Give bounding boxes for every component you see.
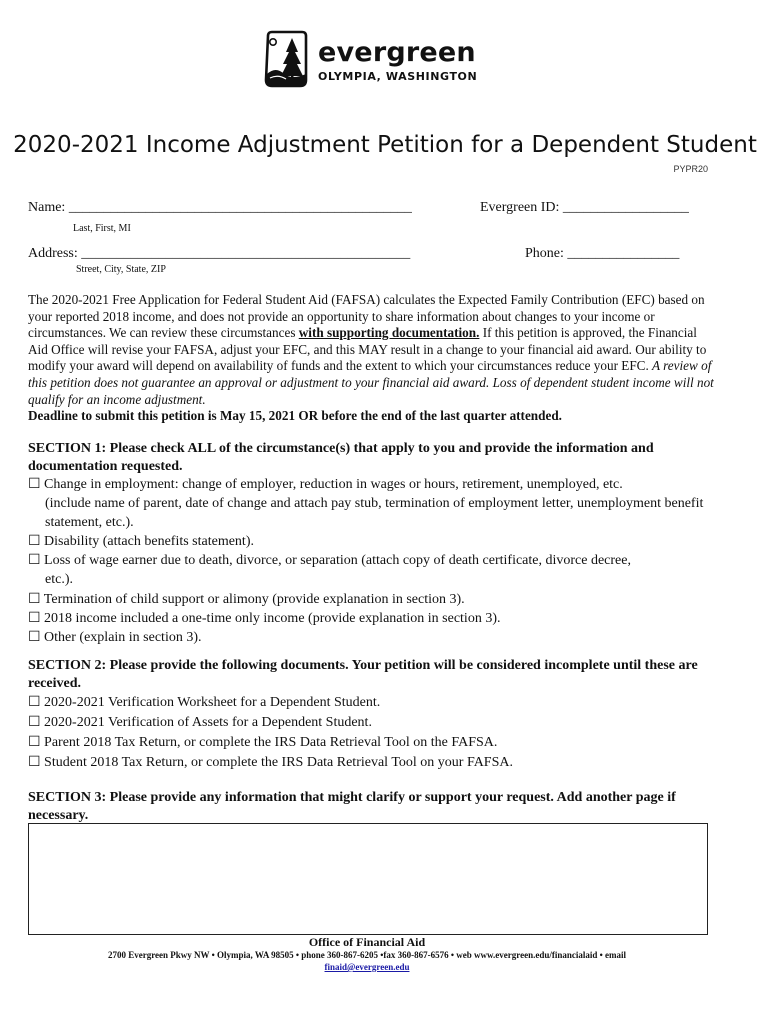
section1-item-loss-of-earner[interactable]: [28, 551, 718, 589]
intro-text-1: The 2020-2021 Free Application for Federal Student Aid (FAFSA) calculates the Expected Family Contribution (EFC) based on your reported 2018 income, and does not provide an opportunity to share information about changes to your income or circumstances. We can review these circumstances: [28, 292, 705, 341]
address-hint: Street, City, State, ZIP: [76, 264, 166, 275]
section3-heading: SECTION 3: Please provide any information that might clarify or support your request. Add another page if necessary.: [28, 790, 676, 823]
item-text: ☐ Termination of child support or alimony (provide explanation in section 3).: [28, 592, 465, 607]
section1-heading: SECTION 1: Please check ALL of the circumstance(s) that apply to you and provide the information and documentation requested.: [28, 441, 654, 474]
intro-text-2: If this petition is approved, the Financial Aid Office will revise your FAFSA, adjust your EFC, and this MAY result in a change to your financial aid award. Our ability to modify your award will depend on availability of funds and the extent to which your circumstances reduce your EFC.: [28, 325, 707, 374]
evergreen-logo: [262, 30, 477, 88]
section3-text-box[interactable]: [28, 823, 708, 935]
item-text: ☐ 2018 income included a one-time only income (provide explanation in section 3).: [28, 611, 501, 626]
intro-disclaimer: A review of this petition does not guarantee an approval or adjustment to your financial aid award. Loss of dependent student income will not qualify for an income adjustment.: [28, 358, 714, 407]
item-text: ☐ Other (explain in section 3).: [28, 630, 202, 645]
section2-item-parent-tax[interactable]: ☐ Parent 2018 Tax Return, or complete the IRS Data Retrieval Tool on the FAFSA.: [28, 735, 498, 750]
name-hint: Last, First, MI: [73, 223, 131, 234]
item-text: ☐ Disability (attach benefits statement).: [28, 534, 254, 549]
evergreen-id-field[interactable]: Evergreen ID: __________________: [480, 200, 689, 215]
section1-item-one-time-income[interactable]: [28, 609, 718, 628]
form-code: PYPR20: [673, 164, 708, 174]
document-title: 2020-2021 Income Adjustment Petition for a Dependent Student: [13, 132, 757, 158]
deadline-text: Deadline to submit this petition is May 15, 2021 OR before the end of the last quarter attended.: [28, 408, 562, 424]
section2-item-assets[interactable]: ☐ 2020-2021 Verification of Assets for a Dependent Student.: [28, 715, 372, 730]
evergreen-tree-icon: [262, 30, 310, 88]
logo-location: OLYMPIA, WASHINGTON: [318, 70, 478, 83]
section2-item-student-tax[interactable]: ☐ Student 2018 Tax Return, or complete the IRS Data Retrieval Tool on your FAFSA.: [28, 755, 513, 770]
section2-heading: SECTION 2: Please provide the following documents. Your petition will be considered incomplete until these are received.: [28, 658, 698, 691]
logo-name: evergreen: [318, 37, 476, 68]
section1-item-disability[interactable]: [28, 532, 718, 551]
item-text: ☐ Loss of wage earner due to death, divorce, or separation (attach copy of death certificate, divorce decree,: [28, 553, 631, 568]
address-field[interactable]: Address: _______________________________________________: [28, 246, 411, 261]
intro-emphasis: with supporting documentation.: [298, 325, 480, 341]
footer-email-link[interactable]: finaid@evergreen.edu: [324, 962, 410, 972]
section2-item-worksheet[interactable]: ☐ 2020-2021 Verification Worksheet for a Dependent Student.: [28, 695, 381, 710]
item-text: ☐ Change in employment: change of employer, reduction in wages or hours, retirement, unemployed, etc.: [28, 477, 623, 492]
footer-address: 2700 Evergreen Pkwy NW • Olympia, WA 98505 • phone 360-867-6205 •fax 360-867-6576 • web www.evergreen.edu/financialaid • email: [107, 950, 627, 960]
item-continuation: (include name of parent, date of change and attach pay stub, termination of employment letter, unemployment benefit statement, etc.).: [45, 496, 704, 530]
section1-item-child-support[interactable]: [28, 590, 718, 609]
section1-item-other[interactable]: [28, 628, 718, 647]
intro-paragraph: [28, 292, 718, 425]
name-field[interactable]: Name: _________________________________________________: [28, 200, 412, 215]
section1-item-employment[interactable]: [28, 475, 718, 532]
item-continuation: etc.).: [45, 572, 73, 587]
phone-field[interactable]: Phone: ________________: [525, 246, 680, 261]
footer-office: Office of Financial Aid: [308, 935, 426, 949]
